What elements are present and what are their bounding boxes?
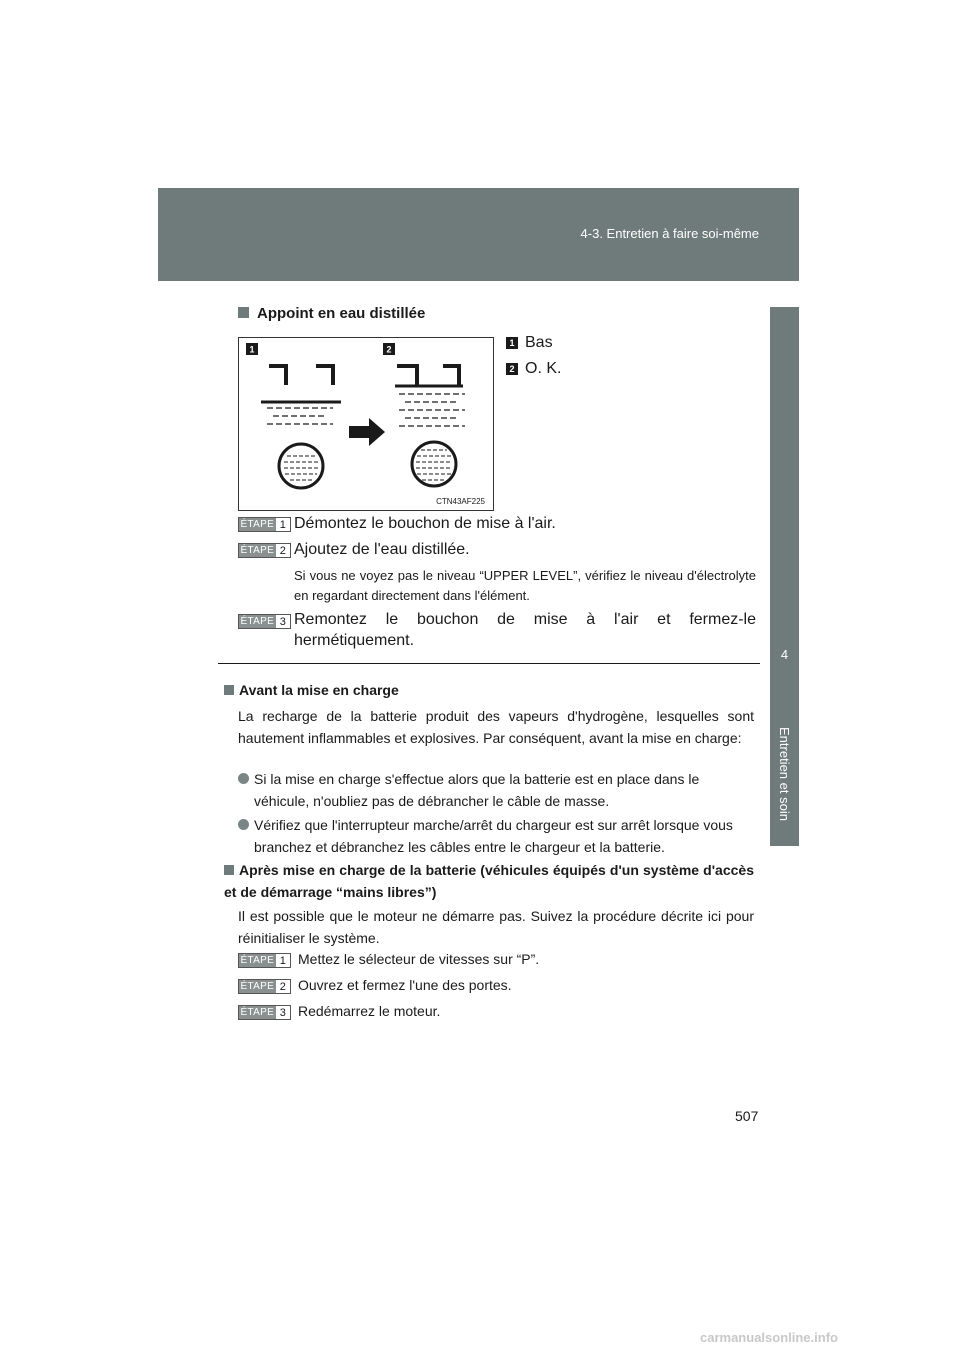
section-heading: 4-3. Entretien à faire soi-même (580, 226, 759, 241)
section-divider (218, 663, 760, 664)
reset-step-3-text: Redémarrez le moteur. (298, 1003, 441, 1019)
step-3-text-line2: hermétiquement. (294, 632, 415, 649)
low-level-plates (269, 366, 333, 385)
step-2-note: Si vous ne voyez pas le niveau “UPPER LEVEL”, vérifiez le niveau d'électrolyte en regardant directement dans l'élément. (294, 568, 756, 603)
step-1-text: Démontez le bouchon de mise à l'air. (294, 515, 556, 532)
chapter-header (158, 188, 799, 281)
figure-code: CTN43AF225 (436, 497, 485, 506)
round-bullet-icon (238, 773, 249, 784)
square-bullet-icon (224, 865, 234, 875)
legend-item-low: 1 Bas (506, 334, 553, 352)
low-level-electrolyte (267, 408, 333, 424)
legend-badge-1: 1 (506, 337, 518, 349)
info-before-charging-text: La recharge de la batterie produit des vapeurs d'hydrogène, lesquelles sont hautement inflammables et explosives. Par conséquent, avant la mise en charge: (238, 708, 754, 746)
step-3-text-line1: Remontez le bouchon de mise à l'air et fermez-le (294, 611, 756, 628)
watermark: carmanualsonline.info (700, 1330, 838, 1345)
step-badge-3: ÉTAPE 3 (238, 614, 291, 629)
legend-badge-2: 2 (506, 363, 518, 375)
legend-item-ok: 2 O. K. (506, 360, 561, 378)
battery-level-figure (238, 337, 494, 511)
round-bullet-icon (238, 819, 249, 830)
chapter-side-tab (770, 307, 799, 846)
ok-level-cap-view (412, 442, 456, 486)
arrow-right-icon (349, 418, 385, 446)
reset-step-1-text: Mettez le sélecteur de vitesses sur “P”. (298, 951, 540, 967)
battery-level-illustration (239, 338, 493, 510)
reset-step-badge-1: ÉTAPE 1 (238, 953, 291, 968)
figure-badge-2: 2 (386, 344, 392, 355)
info-title-after-charging: Après mise en charge de la batterie (véhicules équipés d'un système d'accès et de démarrage “mains libres”) (224, 862, 754, 900)
figure-badge-1: 1 (249, 344, 255, 355)
chapter-number: 4 (780, 647, 789, 662)
step-2-text: Ajoutez de l'eau distillée. (294, 541, 470, 558)
info-after-charging-text: Il est possible que le moteur ne démarre pas. Suivez la procédure décrite ici pour réinitialiser le système. (238, 908, 754, 946)
square-bullet-icon (238, 307, 249, 318)
bullet-item-charger-switch: Vérifiez que l'interrupteur marche/arrêt du chargeur est sur arrêt lorsque vous branchez et débranchez les câbles entre le chargeur et la batterie. (238, 814, 754, 858)
reset-step-badge-3: ÉTAPE 3 (238, 1005, 291, 1020)
info-title-before-charging: Avant la mise en charge (224, 679, 754, 701)
page-number: 507 (735, 1108, 759, 1124)
ok-level-plates (397, 366, 459, 386)
step-badge-1: ÉTAPE 1 (238, 517, 291, 532)
ok-level-electrolyte (399, 394, 465, 426)
bullet-item-ground-cable: Si la mise en charge s'effectue alors que la batterie est en place dans le véhicule, n'oubliez pas de débrancher le câble de masse. (238, 768, 754, 812)
low-level-cap-view (279, 444, 323, 488)
reset-step-badge-2: ÉTAPE 2 (238, 979, 291, 994)
step-badge-2: ÉTAPE 2 (238, 543, 291, 558)
section-title: Appoint en eau distillée (238, 305, 425, 322)
square-bullet-icon (224, 685, 234, 695)
chapter-label: Entretien et soin (777, 727, 792, 821)
reset-step-2-text: Ouvrez et fermez l'une des portes. (298, 977, 512, 993)
